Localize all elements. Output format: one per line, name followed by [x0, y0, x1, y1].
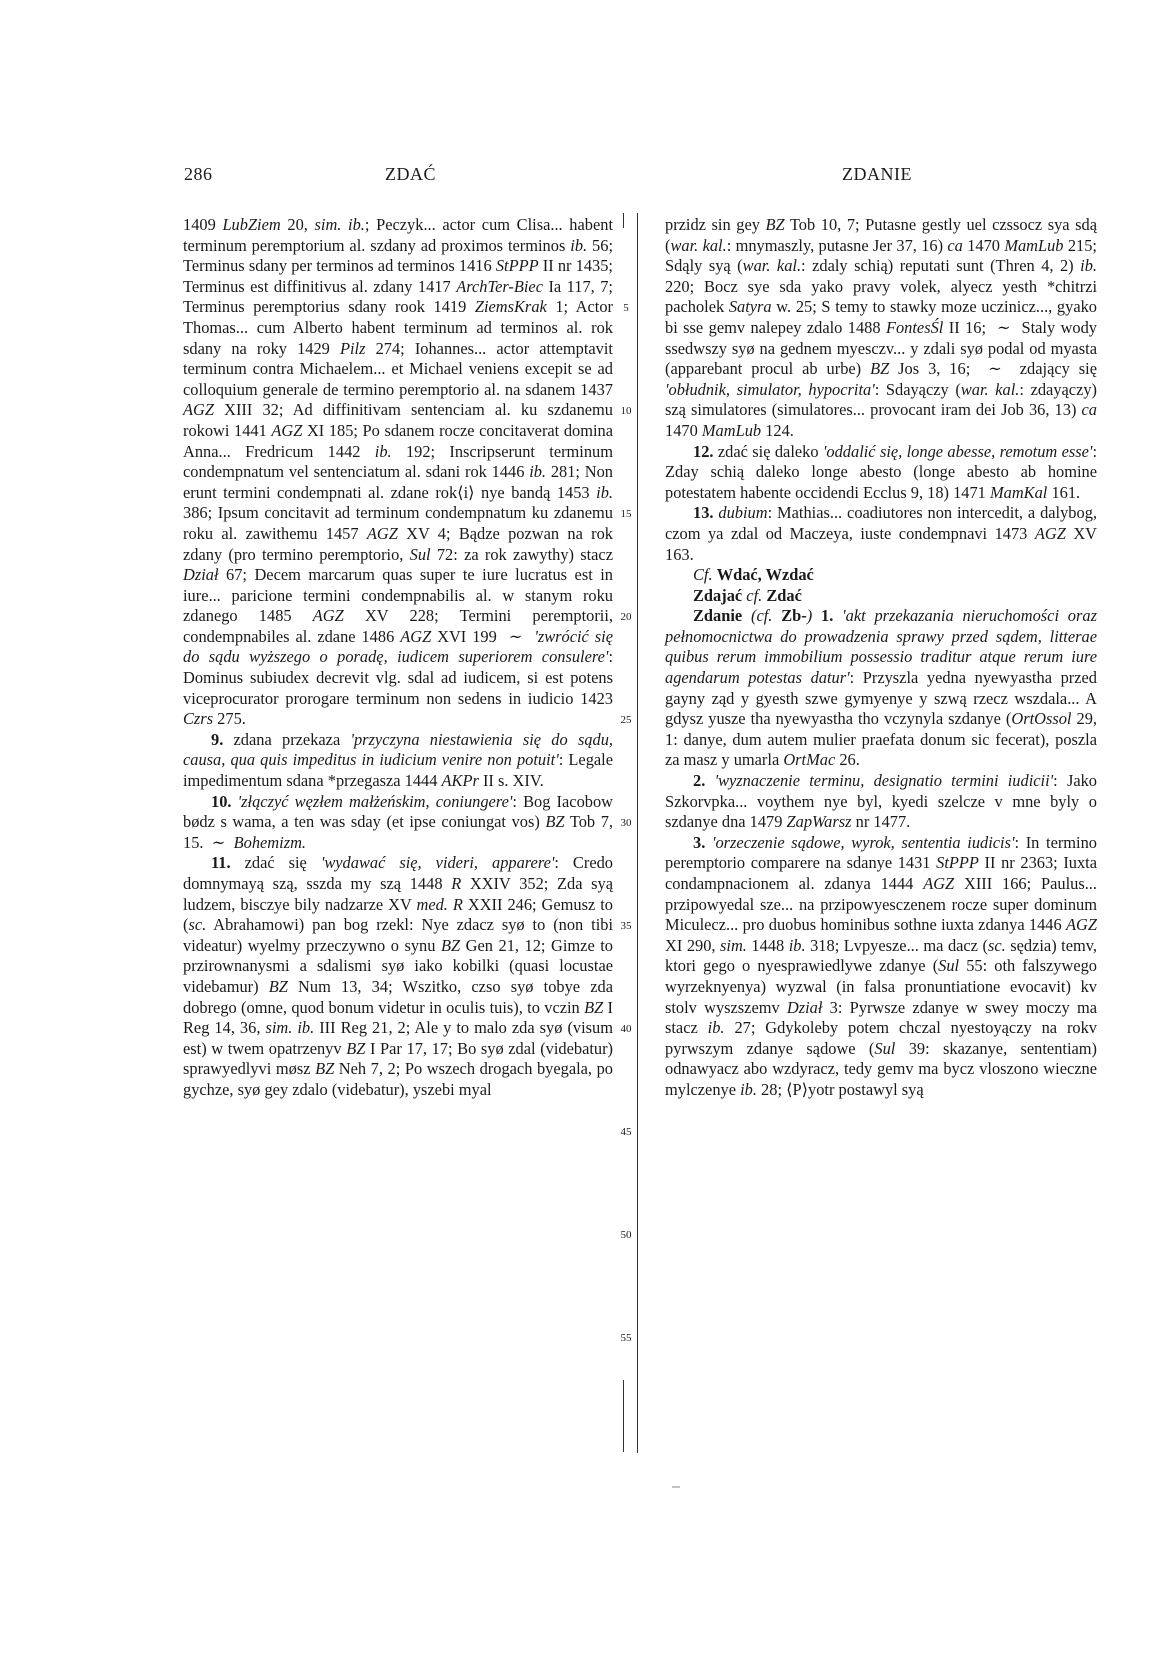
print-mark — [672, 1486, 680, 1488]
line-number: 20 — [620, 611, 632, 624]
right-entry-paragraph: 2. 'wyznaczenie terminu, designatio termini iudicii': Jako Szkorvpka... voythem nye byl, kyedi szelcze v mne byly o szdanye dna 1479 ZapWarsz nr 1477. — [665, 771, 1097, 832]
left-running-head: ZDAĆ — [385, 164, 436, 184]
line-number: 15 — [620, 508, 632, 521]
column-rule-bottom — [623, 1380, 624, 1452]
right-text-column — [665, 215, 1097, 1101]
line-number: 45 — [620, 1126, 632, 1139]
line-number: 30 — [620, 817, 632, 830]
line-number: 35 — [620, 920, 632, 933]
right-entry-paragraph: 12. zdać się daleko 'oddalić się, longe abesse, remotum esse': Zday schią daleko longe abesto (longe abesto ab homine potestatem habente occidendi Ecclus 9, 18) 1471 MamKal 161. — [665, 441, 1097, 502]
right-entry-paragraph: 3. 'orzeczenie sądowe, wyrok, sententia iudicis': In termino peremptorio comparere na sdanye 1431 StPPP II nr 2363; Iuxta condampnacionem al. zdanya 1444 AGZ XIII 166; Paulus... przipowyedal sze... na przipowyesczenem rocze super dominum Miculecz... pro duobus hominibus sothne iuxta zdanya 1446 AGZ XI 290, sim. 1448 ib. 318; Lvpyesze... ma dacz (sc. sędzia) temv, ktori gego o nyesprawiedlywe zdanye (Sul 55: oth falszywego wyrzeknyenya) wyzwal (in falsa pronuntiatione evocavit) kv stolv wyszszemv Dział 3: Pyrwsze zdanye w swey moczy ma stacz ib. 27; Gdykoleby potem chczal nyestoyączy na rokv pyrwszym zdanye sądowe (Sul 39: skazanye, sententiam) odnawyacz abo wzdyracz, tedy gemv ma bycz vloszono wieczne mylczenye ib. 28; ⟨P⟩yotr postawyl syą — [665, 832, 1098, 1099]
page-number: 286 — [184, 164, 213, 184]
right-entry-paragraph: przidz sin gey BZ Tob 10, 7; Putasne gestly uel czssocz sya sdą (war. kal.: mnymaszly, putasne Jer 37, 16) ca 1470 MamLub 215; Sdąly syą (war. kal.: zdaly schią) reputati sunt (Thren 4, 2) ib. 220; Bocz sye sda yako pravy volek, alyecz yesth *chitrzi pacholek Satyra w. 25; S temy to stawky moze uczinicz..., gyako bi sse gemv nalepey zdalo 1488 FontesŚl II 16; ∼ Staly wody ssedwszy syø na gednem myesczv... y zdali syø podal od myasta (apparebant procul ab urbe) BZ Jos 3, 16; ∼ zdający się 'obłudnik, simulator, hypocrita': Sdayączy (war. kal.: zdayączy) szą simulatores (simulatores... provocant iram dei Job 36, 13) ca 1470 MamLub 124. — [665, 215, 1097, 440]
left-entry-paragraph: 1409 LubZiem 20, sim. ib.; Peczyk... actor cum Clisa... habent terminum peremptorium al. szdany ad proximos terminos ib. 56; Terminus sdany per terminos ad terminos 1416 StPPP II nr 1435; Terminus est diffinitivus al. zdany 1417 ArchTer-Biec Ia 117, 7; Terminus peremptorius sdany rook 1419 ZiemsKrak 1; Actor Thomas... cum Alberto habent terminum ad terminos al. rok sdany na roky 1429 Pilz 274; Iohannes... actor attemptavit terminum contra Michaelem... et Michael veniens excepit se ad colloquium generale de termino peremptorio al. na sdanem 1437 AGZ XIII 32; Ad diffinitivam sentenciam al. ku szdanemu rokowi 1441 AGZ XI 185; Po sdanem rocze concitaverat domina Anna... Fredricum 1442 ib. 192; Inscripserunt terminum condempnatum vel sentenciatum al. sdani rok 1446 ib. 281; Non erunt termini condempnati al. zdane rok⟨i⟩ nye bandą 1453 ib. 386; Ipsum concitavit ad terminum condempnatum ku zdanemu roku al. zawithemu 1457 AGZ XV 4; Bądze pozwan na rok zdany (pro termino peremptorio, Sul 72: za rok zawythy) stacz Dział 67; Decem marcarum quas super te iure lucratus est in iure... paricione termini condempnabilis al. w stanym roku zdanego 1485 AGZ XV 228; Termini peremptorii, condempnabiles al. zdane 1486 AGZ XVI 199 ∼ 'zwrócić się do sądu wyższego o poradę, iudicem superiorem consulere': Dominus subiudex decrevit vlg. sdal ad iudicem, si est potens viceprocurator prorogare terminum non sedens in iudicio 1423 Czrs 275. — [183, 215, 614, 729]
line-number: 5 — [623, 302, 629, 315]
left-entry-paragraph: 11. zdać się 'wydawać się, videri, apparere': Credo domnymayą szą, sszda my szą 1448 R XXIV 352; Zda syą ludzem, bisczye bily nadzarze XV med. R XXII 246; Gemusz to (sc. Abrahamowi) pan bog rzekl: Nye zdacz syø to (non tibi videatur) wyelmy przeczywno o synu BZ Gen 21, 12; Gimze to przirownanysmi a sdalismi syø iako kobilki (quasi locustae videbamur) BZ Num 13, 34; Wszitko, czso syø tobye zda dobrego (omne, quod bonum videtur in oculis tuis), to vczin BZ I Reg 14, 36, sim. ib. III Reg 21, 2; Ale y to malo zda syø (visum est) w twem opatrzenyv BZ I Par 17, 17; Bo syø zdal (videbatur) sprawyedlyvi møsz BZ Neh 7, 2; Po wszech drogach byegala, po gychze, syø gey zdalo (videbatur), yszebi myal — [183, 853, 614, 1099]
column-rule-top — [623, 213, 624, 228]
right-entry-paragraph: Zdanie (cf. Zb-) 1. 'akt przekazania nieruchomości oraz pełnomocnictwa do prowadzenia sprawy przed sądem, litterae quibus rerum immobilium possessio traditur atque rerum iure agendarum potestas datur': Przyszla yedna nyewyastha przed gayny ząd y gyesth szwe gymyenye y szwą rzecz wszdala... A gdysz yusze tha nyewyastha tho vczynyla szdanye (OrtOssol 29, 1: danye, dum autem mulier praefata donum sic fecerat), poszla za masz y umarla OrtMac 26. — [665, 606, 1097, 770]
right-entry-paragraph: Cf. Wdać, Wzdać — [693, 565, 814, 585]
line-number: 40 — [620, 1023, 632, 1036]
line-number: 55 — [620, 1332, 632, 1345]
left-entry-paragraph: 10. 'złączyć węzłem małżeńskim, coniungere': Bog Iacobow bødz s wama, a ten was sday (et ipse coniungat vos) BZ Tob 7, 15. ∼ Bohemizm. — [183, 791, 613, 852]
left-text-column — [183, 215, 613, 1101]
line-number: 25 — [620, 714, 632, 727]
line-number: 50 — [620, 1229, 632, 1242]
left-entry-paragraph: 9. zdana przekaza 'przyczyna niestawienia się do sądu, causa, qua quis impeditus in iudicium venire non potuit': Legale impedimentum sdana *przegasza 1444 AKPr II s. XIV. — [183, 729, 614, 791]
line-number: 10 — [620, 405, 632, 418]
column-rule — [637, 213, 638, 1453]
right-entry-paragraph: 13. dubium: Mathias... coadiutores non intercedit, a dalybog, czom ya zdal od Maczeya, iuste condempnavi 1473 AGZ XV 163. — [665, 503, 1097, 564]
right-entry-paragraph: Zdajać cf. Zdać — [693, 585, 802, 605]
right-running-head: ZDANIE — [842, 164, 912, 184]
